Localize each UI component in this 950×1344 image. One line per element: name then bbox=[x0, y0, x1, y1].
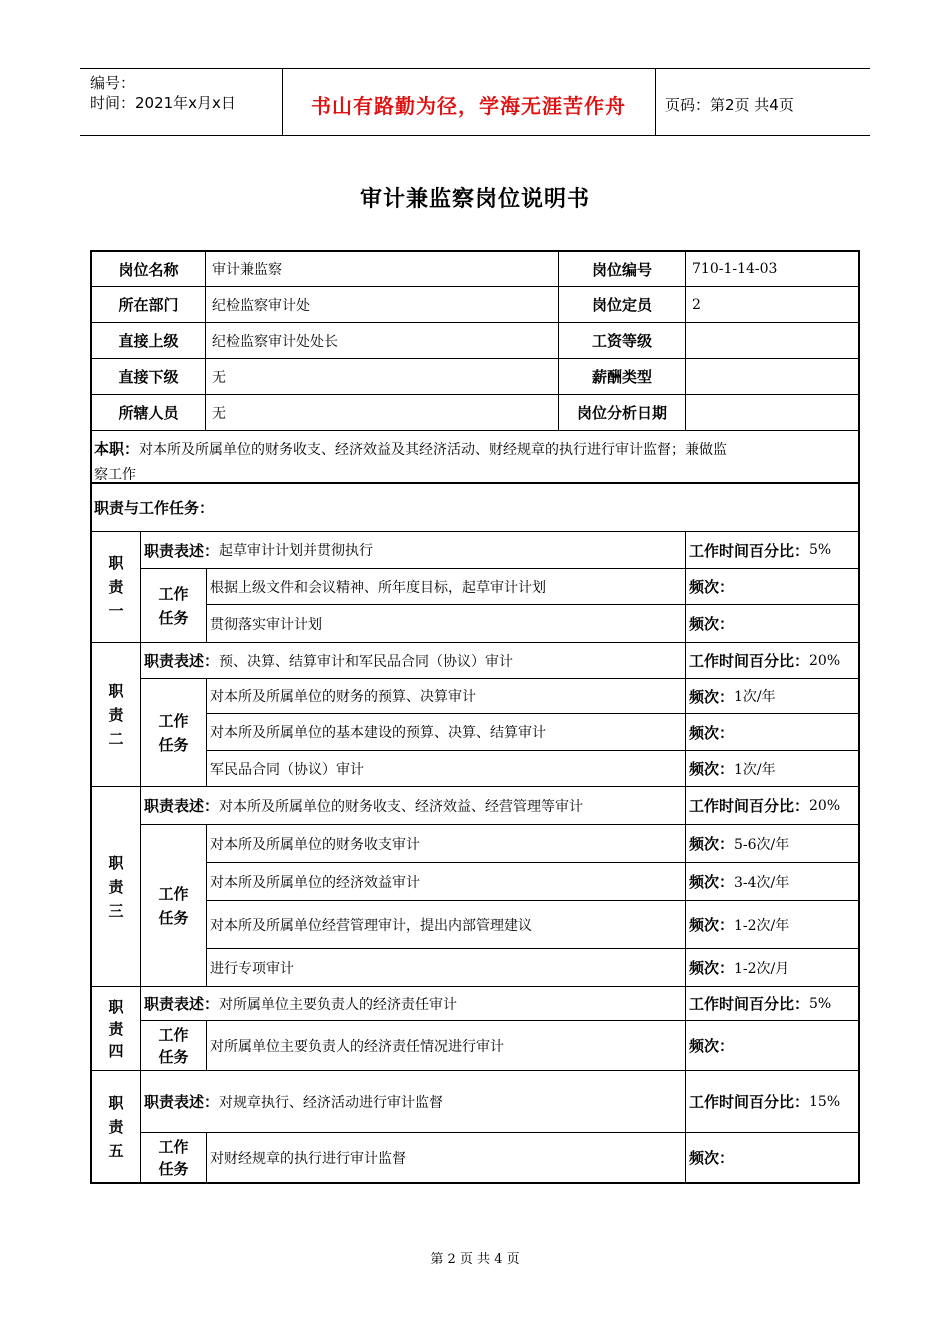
analysis-date-label: 岗位分析日期 bbox=[576, 404, 667, 422]
resp4-desc: 职责表述： 对所属单位主要负责人的经济责任审计 bbox=[144, 995, 458, 1013]
document-time: 时间：2021年x月x日 bbox=[90, 94, 236, 112]
resp3-label: 职 责 三 bbox=[108, 853, 124, 920]
resp5-work-task-label: 工作 任务 bbox=[158, 1137, 189, 1178]
resp2-task2: 对本所及所属单位的基本建设的预算、决算、结算审计 bbox=[210, 725, 546, 741]
resp3-task2-freq: 频次： 3-4次/年 bbox=[689, 873, 790, 891]
resp3-pct: 工作时间百分比： 20% bbox=[689, 797, 841, 815]
resp3-task4: 进行专项审计 bbox=[210, 960, 294, 977]
position-name-value: 审计兼监察 bbox=[212, 262, 282, 278]
resp2-pct: 工作时间百分比： 20% bbox=[689, 652, 841, 670]
page-footer: 第 2 页 共 4 页 bbox=[430, 1252, 520, 1267]
salary-grade-value bbox=[686, 323, 858, 358]
resp1-label: 职 责 一 bbox=[108, 554, 124, 620]
subordinate-label: 直接下级 bbox=[118, 368, 179, 386]
pay-type-label: 薪酬类型 bbox=[591, 368, 652, 386]
superior-label: 直接上级 bbox=[118, 332, 179, 350]
header-motto: 书山有路勤为径，学海无涯苦作舟 bbox=[311, 94, 626, 118]
resp2-task3-freq: 频次： 1次/年 bbox=[689, 760, 776, 778]
position-name-label: 岗位名称 bbox=[118, 260, 179, 279]
position-code-value: 710-1-14-03 bbox=[692, 261, 778, 277]
resp5-desc: 职责表述： 对规章执行、经济活动进行审计监督 bbox=[144, 1093, 444, 1111]
analysis-date-value bbox=[686, 395, 858, 430]
resp3-task1: 对本所及所属单位的财务收支审计 bbox=[210, 836, 420, 853]
resp3-task4-freq: 频次： 1-2次/月 bbox=[689, 959, 790, 977]
resp1-task2-freq: 频次： bbox=[689, 615, 735, 633]
department-label: 所在部门 bbox=[118, 296, 179, 314]
resp1-task2: 贯彻落实审计计划 bbox=[210, 616, 322, 633]
subordinate-value: 无 bbox=[212, 369, 226, 386]
resp1-pct: 工作时间百分比： 5% bbox=[689, 541, 832, 560]
staff-label: 所辖人员 bbox=[118, 404, 179, 422]
resp1-work-task-label: 工作 任务 bbox=[158, 584, 189, 627]
resp3-task2: 对本所及所属单位的经济效益审计 bbox=[210, 874, 420, 891]
salary-grade-label: 工资等级 bbox=[591, 332, 652, 350]
document-number: 编号： bbox=[90, 74, 136, 92]
resp4-task1: 对所属单位主要负责人的经济责任情况进行审计 bbox=[210, 1038, 504, 1055]
headcount-label: 岗位定员 bbox=[591, 296, 652, 314]
resp3-desc: 职责表述： 对本所及所属单位的财务收支、经济效益、经营管理等审计 bbox=[144, 797, 584, 815]
resp2-task1: 对本所及所属单位的财务的预算、决算审计 bbox=[210, 689, 476, 705]
resp5-task1: 对财经规章的执行进行审计监督 bbox=[210, 1150, 406, 1167]
resp5-task1-freq: 频次： bbox=[689, 1149, 735, 1167]
resp5-pct: 工作时间百分比： 15% bbox=[689, 1093, 841, 1111]
resp5-label: 职 责 五 bbox=[108, 1093, 124, 1160]
page-title: 审计兼监察岗位说明书 bbox=[359, 187, 590, 212]
resp2-task2-freq: 频次： bbox=[689, 723, 735, 742]
tasks-heading: 职责与工作任务： bbox=[94, 499, 215, 517]
main-duty-line2: 察工作 bbox=[94, 467, 136, 483]
resp3-task3: 对本所及所属单位经营管理审计，提出内部管理建议 bbox=[210, 917, 532, 934]
resp1-task1-freq: 频次： bbox=[689, 578, 735, 596]
position-code-label: 岗位编号 bbox=[591, 260, 652, 279]
resp3-task1-freq: 频次： 5-6次/年 bbox=[689, 835, 790, 853]
resp1-task1: 根据上级文件和会议精神、所年度目标，起草审计计划 bbox=[210, 579, 546, 596]
resp4-task1-freq: 频次： bbox=[689, 1037, 735, 1055]
main-duty bbox=[94, 437, 856, 487]
page-info: 页码：第2页 共4页 bbox=[665, 96, 794, 114]
superior-value: 纪检监察审计处处长 bbox=[212, 333, 338, 350]
staff-value: 无 bbox=[212, 405, 226, 422]
resp4-work-task-label: 工作 任务 bbox=[158, 1025, 189, 1066]
department-value: 纪检监察审计处 bbox=[212, 297, 310, 314]
main-duty-line1: 对本所及所属单位的财务收支、经济效益及其经济活动、财经规章的执行进行审计监督；兼做监 bbox=[139, 442, 728, 458]
resp1-desc: 职责表述： 起草审计计划并贯彻执行 bbox=[144, 541, 374, 560]
main-duty-label: 本职： bbox=[94, 440, 140, 458]
resp2-desc: 职责表述： 预、决算、结算审计和军民品合同（协议）审计 bbox=[144, 652, 514, 670]
pay-type-value bbox=[686, 359, 858, 394]
resp3-work-task-label: 工作 任务 bbox=[158, 884, 189, 927]
resp2-task1-freq: 频次： 1次/年 bbox=[689, 687, 776, 706]
resp2-label: 职 责 二 bbox=[108, 681, 124, 748]
resp2-work-task-label: 工作 任务 bbox=[158, 711, 189, 754]
resp2-task3: 军民品合同（协议）审计 bbox=[210, 761, 364, 778]
resp3-task3-freq: 频次： 1-2次/年 bbox=[689, 916, 790, 934]
headcount-value: 2 bbox=[692, 296, 701, 313]
resp4-pct: 工作时间百分比： 5% bbox=[689, 995, 832, 1013]
resp4-label: 职 责 四 bbox=[108, 997, 124, 1060]
